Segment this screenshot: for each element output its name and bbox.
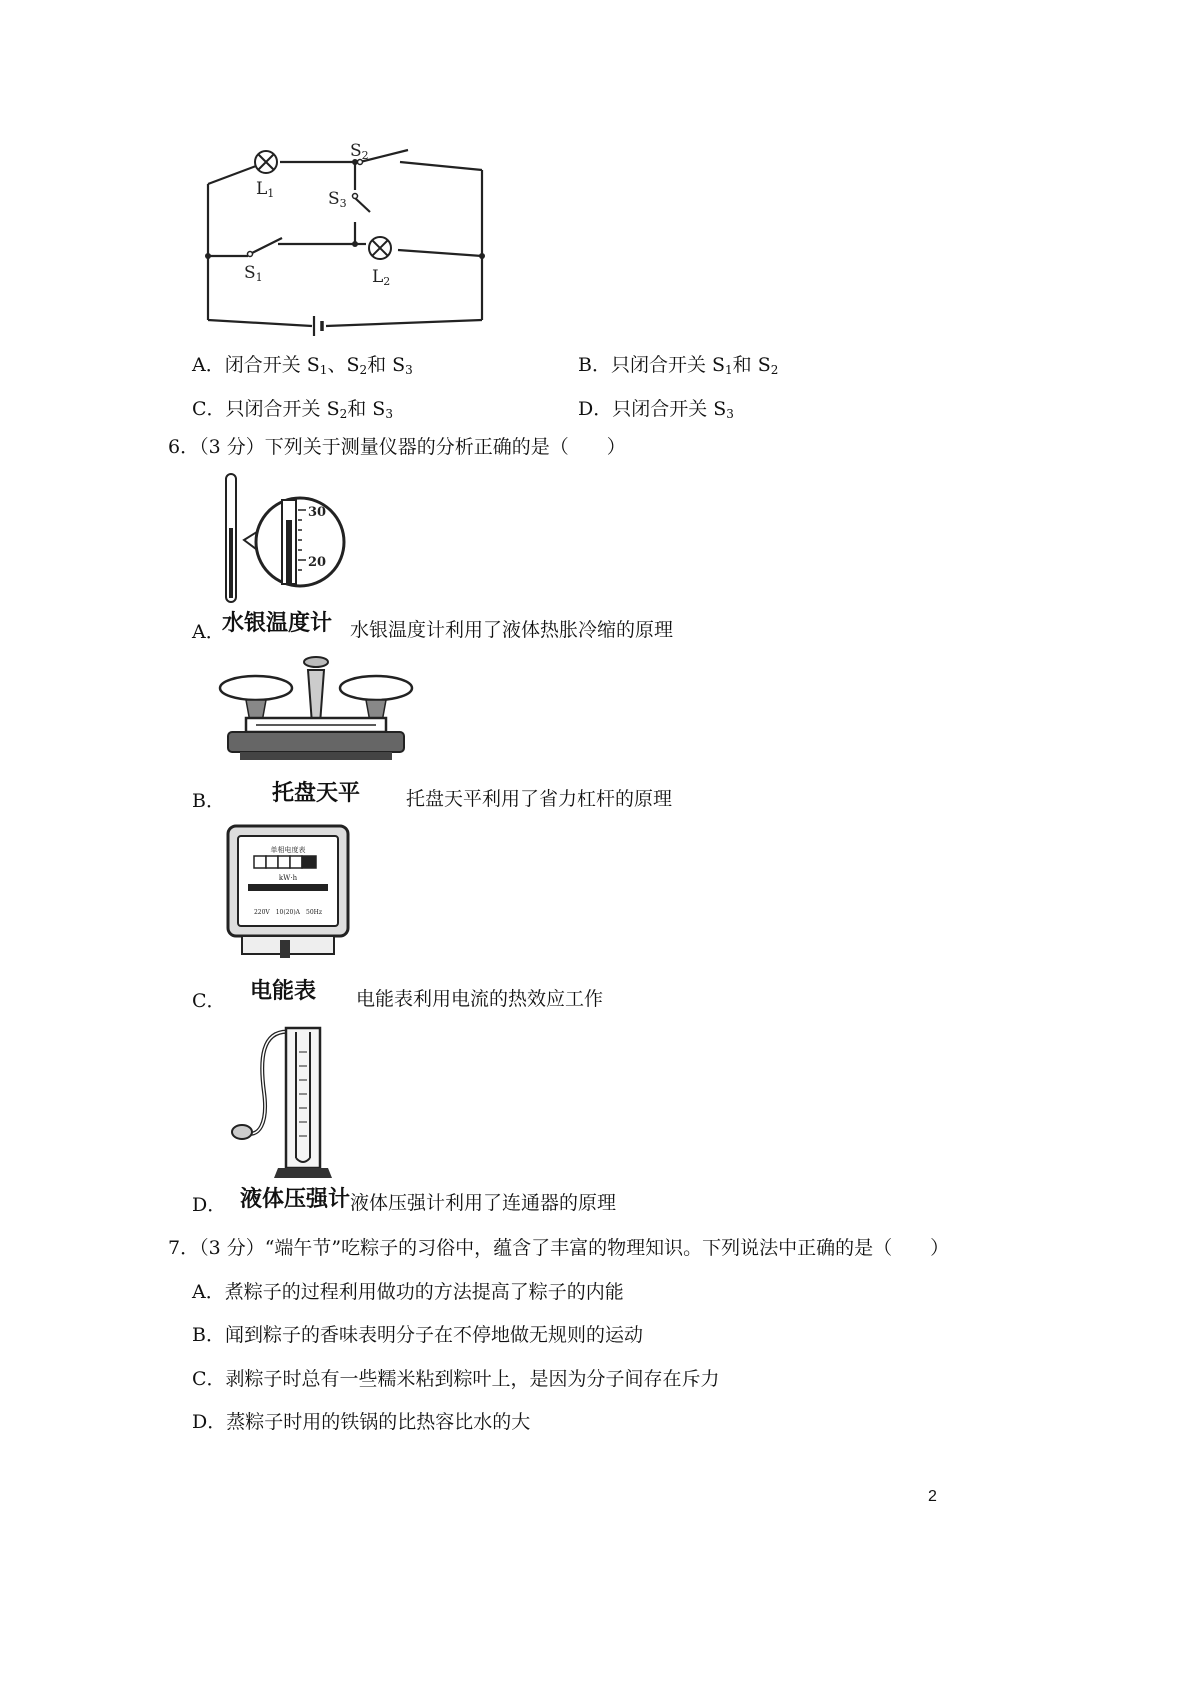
q7-option-d[interactable]: D．蒸粽子时用的铁锅的比热容比水的大 bbox=[192, 1411, 531, 1433]
pressure-gauge-caption: 液体压强计 bbox=[240, 1187, 351, 1212]
meter-unit: kW·h bbox=[278, 874, 298, 882]
q7-option-a[interactable]: A．煮粽子的过程利用做功的方法提高了粽子的内能 bbox=[192, 1281, 624, 1303]
balance-icon bbox=[216, 652, 416, 772]
page-number: 2 bbox=[928, 1488, 937, 1505]
label-s2: S2 bbox=[350, 141, 369, 162]
label-s1: S1 bbox=[244, 263, 263, 284]
q7-option-c[interactable]: C．剥粽子时总有一些糯米粘到粽叶上，是因为分子间存在斥力 bbox=[192, 1368, 720, 1390]
q6-option-b-text[interactable]: 托盘天平利用了省力杠杆的原理 bbox=[406, 788, 673, 810]
label-l2: L2 bbox=[372, 267, 391, 288]
thermometer-caption: 水银温度计 bbox=[222, 611, 333, 636]
q6-option-a-letter: A． bbox=[192, 621, 225, 643]
q6-option-a-text[interactable]: 水银温度计利用了液体热胀冷缩的原理 bbox=[350, 619, 674, 641]
electric-meter-icon bbox=[224, 822, 354, 972]
q7-option-b[interactable]: B．闻到粽子的香味表明分子在不停地做无规则的运动 bbox=[192, 1324, 643, 1346]
q5-option-c[interactable]: C．只闭合开关 $S_2$和 $S_3$ bbox=[192, 398, 393, 421]
electric-meter-caption: 电能表 bbox=[250, 979, 317, 1004]
q5-option-b[interactable]: B．只闭合开关 $S_1$和 $S_2$ bbox=[578, 354, 779, 377]
pressure-gauge-icon bbox=[220, 1022, 350, 1182]
q5-option-d[interactable]: D．只闭合开关 $S_3$ bbox=[578, 398, 734, 421]
meter-specs: 220V 10(20)A 50Hz bbox=[253, 909, 323, 916]
circuit-diagram bbox=[200, 140, 490, 360]
meter-title: 单相电度表 bbox=[270, 846, 306, 854]
lamp-l2 bbox=[369, 237, 391, 259]
lamp-l1 bbox=[255, 151, 277, 173]
label-s3: S3 bbox=[328, 189, 347, 210]
q6-option-d-letter: D． bbox=[192, 1194, 227, 1216]
q6-option-c-text[interactable]: 电能表利用电流的热效应工作 bbox=[356, 988, 604, 1010]
thermo-scale-30: 30 bbox=[308, 505, 327, 520]
q6-option-d-text[interactable]: 液体压强计利用了连通器的原理 bbox=[350, 1192, 617, 1214]
thermometer-icon bbox=[212, 470, 352, 610]
q6-option-c-letter: C． bbox=[192, 990, 226, 1012]
q6-option-b-letter: B． bbox=[192, 790, 225, 812]
balance-caption: 托盘天平 bbox=[272, 781, 361, 806]
q6-stem: 6．（3 分）下列关于测量仪器的分析正确的是（ ） bbox=[168, 436, 626, 458]
q7-stem: 7．（3 分）“端午节”吃粽子的习俗中，蕴含了丰富的物理知识。下列说法中正确的是（ ） bbox=[168, 1237, 950, 1259]
thermo-scale-20: 20 bbox=[308, 555, 327, 570]
label-l1: L1 bbox=[256, 179, 275, 200]
q5-option-a[interactable]: A．闭合开关 $S_1$、$S_2$和 $S_3$ bbox=[192, 354, 413, 377]
